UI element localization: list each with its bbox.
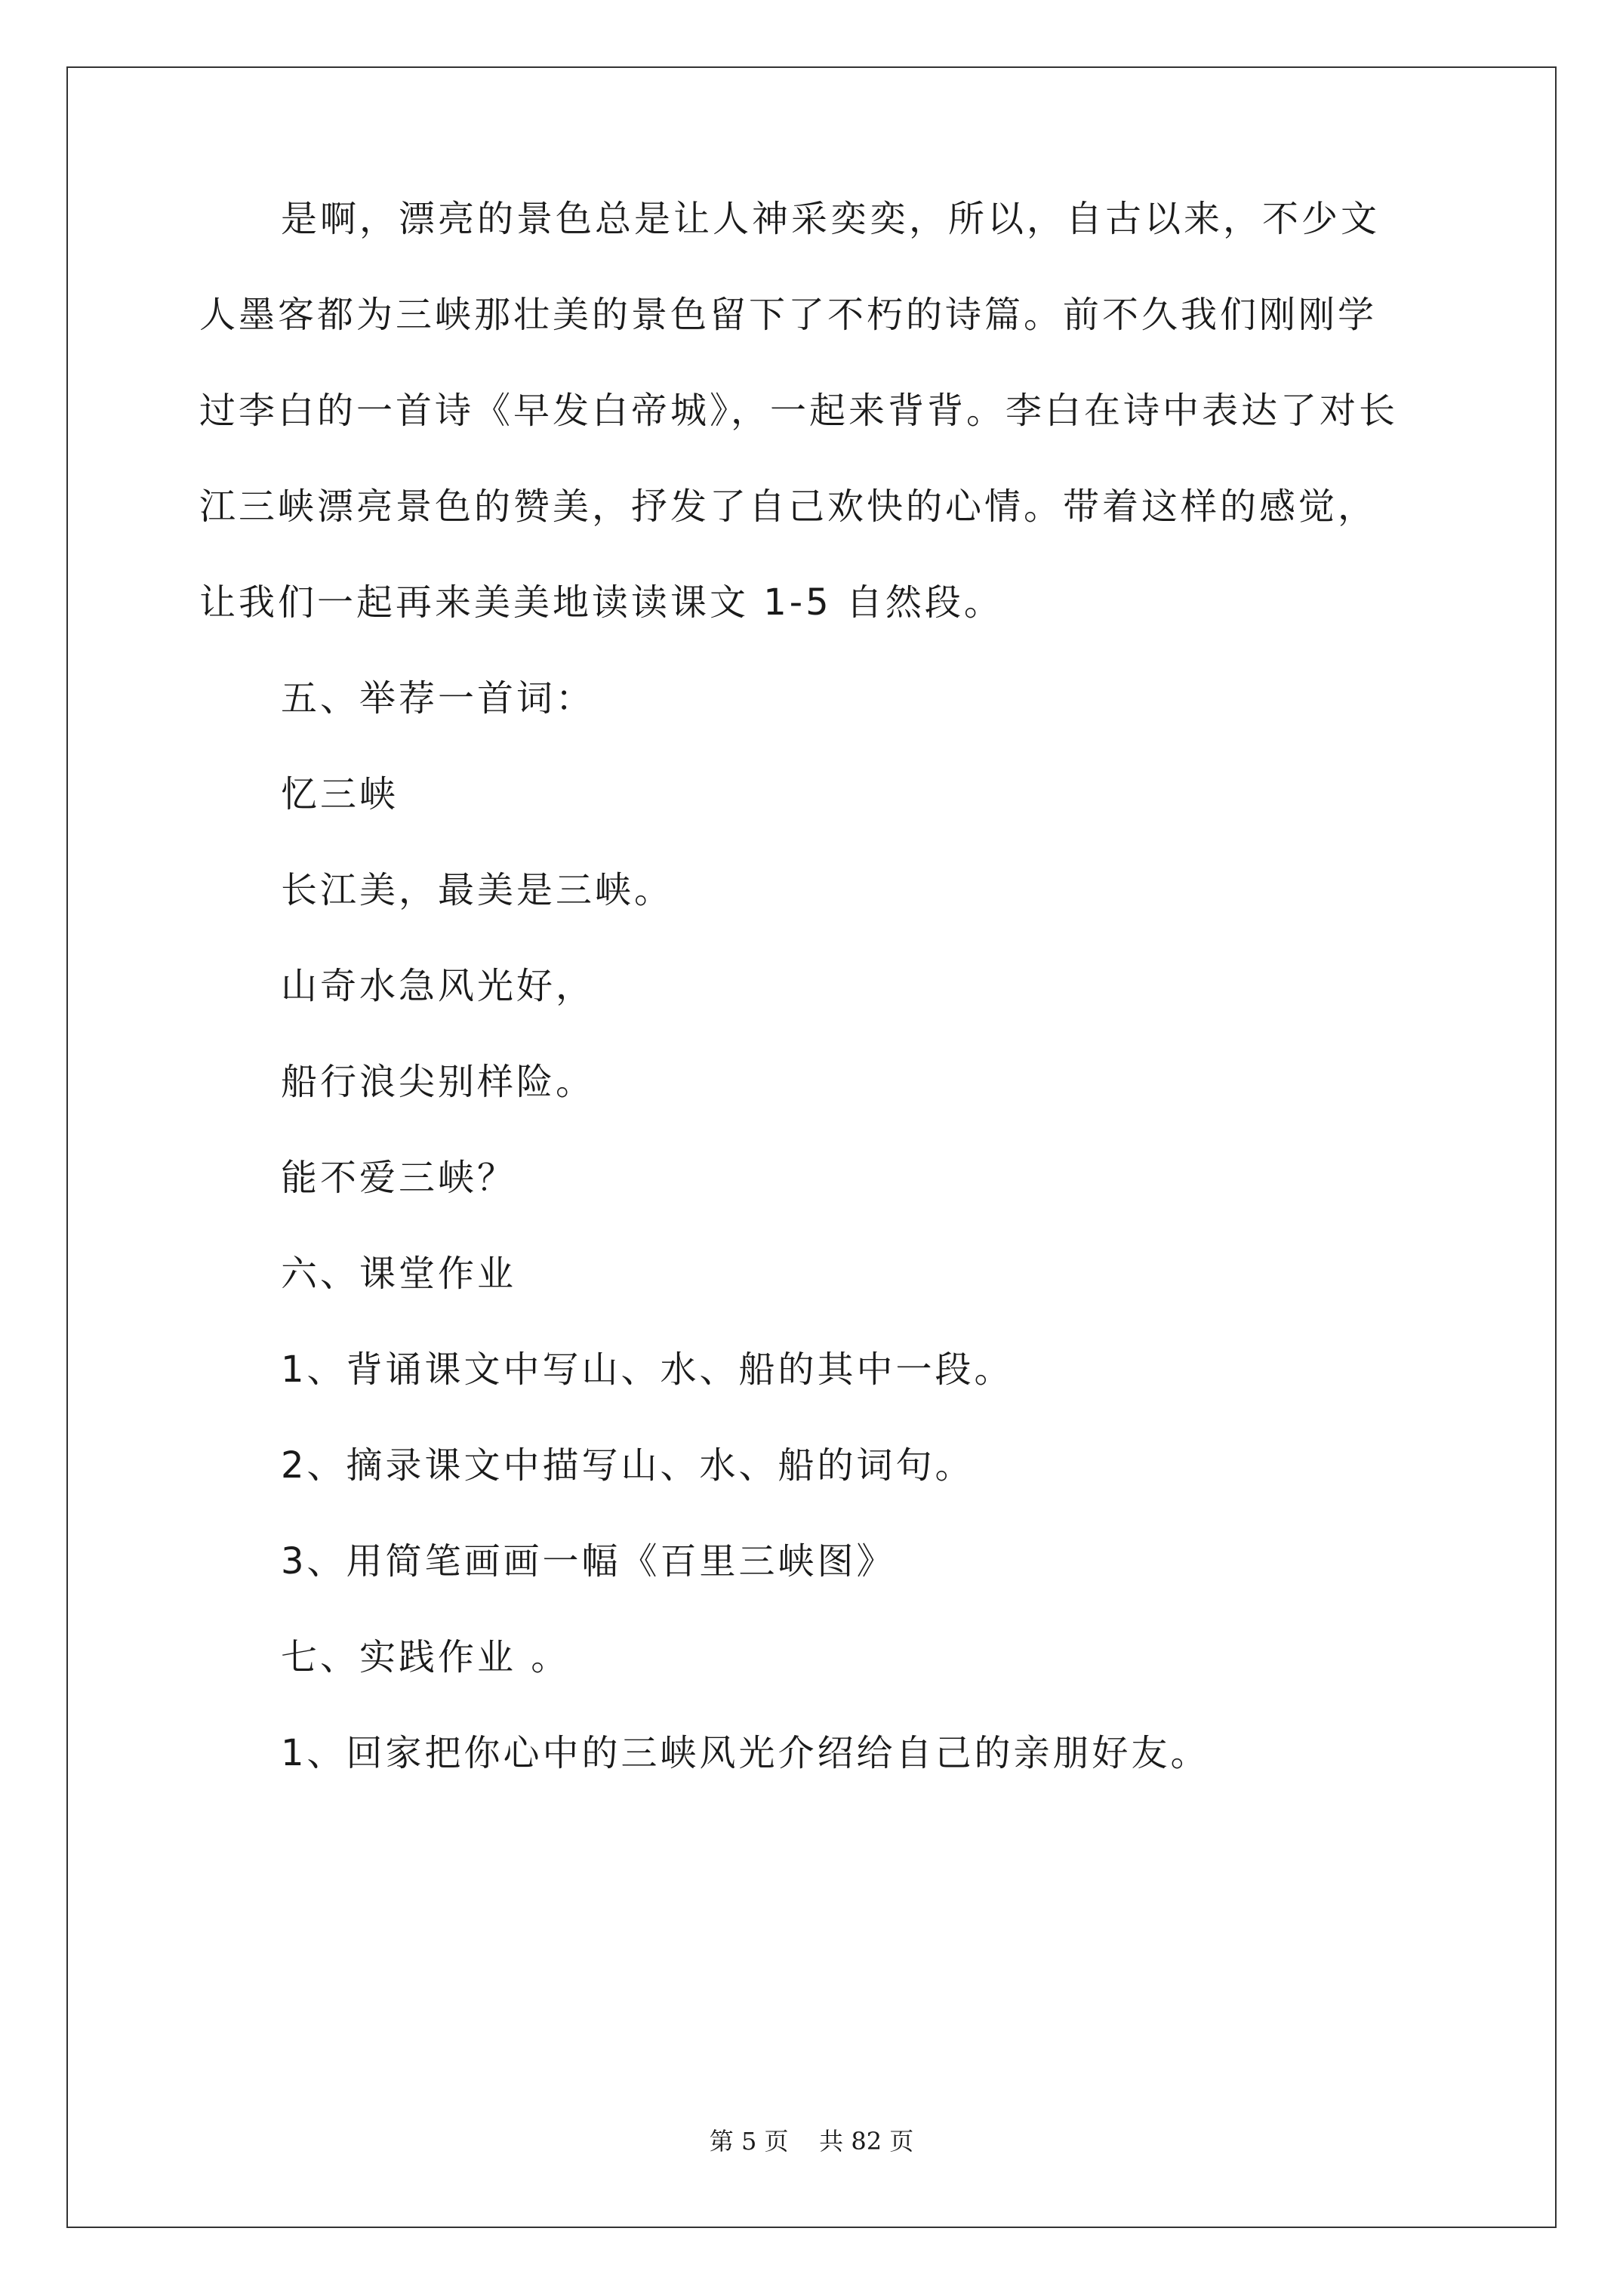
page-number: 第 5 页 共 82 页	[709, 2127, 914, 2156]
section-heading-7: 七、实践作业 。	[281, 1636, 571, 1678]
poem-line: 山奇水急风光好，	[281, 965, 596, 1007]
list-item: 1、背诵课文中写山、水、船的其中一段。	[281, 1348, 1014, 1391]
document-body	[199, 196, 1437, 1826]
paragraph-line: 让我们一起再来美美地读读课文 1-5 自然段。	[199, 581, 1003, 624]
paragraph-line: 过李白的一首诗《早发白帝城》，一起来背背。李白在诗中表达了对长	[199, 390, 1399, 432]
list-item: 1、回家把你心中的三峡风光介绍给自己的亲朋好友。	[281, 1732, 1210, 1774]
poem-title: 忆三峡	[281, 773, 399, 815]
paragraph-line: 江三峡漂亮景色的赞美，抒发了自己欢快的心情。带着这样的感觉，	[199, 485, 1378, 528]
poem-line: 能不爱三峡？	[281, 1157, 517, 1199]
section-heading-5: 五、举荐一首词：	[281, 677, 596, 720]
section-heading-6: 六、课堂作业	[281, 1253, 517, 1295]
poem-line: 长江美，最美是三峡。	[281, 869, 674, 911]
list-item: 2、摘录课文中描写山、水、船的词句。	[281, 1444, 975, 1487]
list-item: 3、用简笔画画一幅《百里三峡图》	[281, 1540, 896, 1583]
paragraph-line: 是啊，漂亮的景色总是让人神采奕奕，所以，自古以来，不少文	[281, 198, 1381, 240]
poem-line: 船行浪尖别样险。	[281, 1061, 596, 1103]
paragraph-line: 人墨客都为三峡那壮美的景色留下了不朽的诗篇。前不久我们刚刚学	[199, 294, 1378, 336]
